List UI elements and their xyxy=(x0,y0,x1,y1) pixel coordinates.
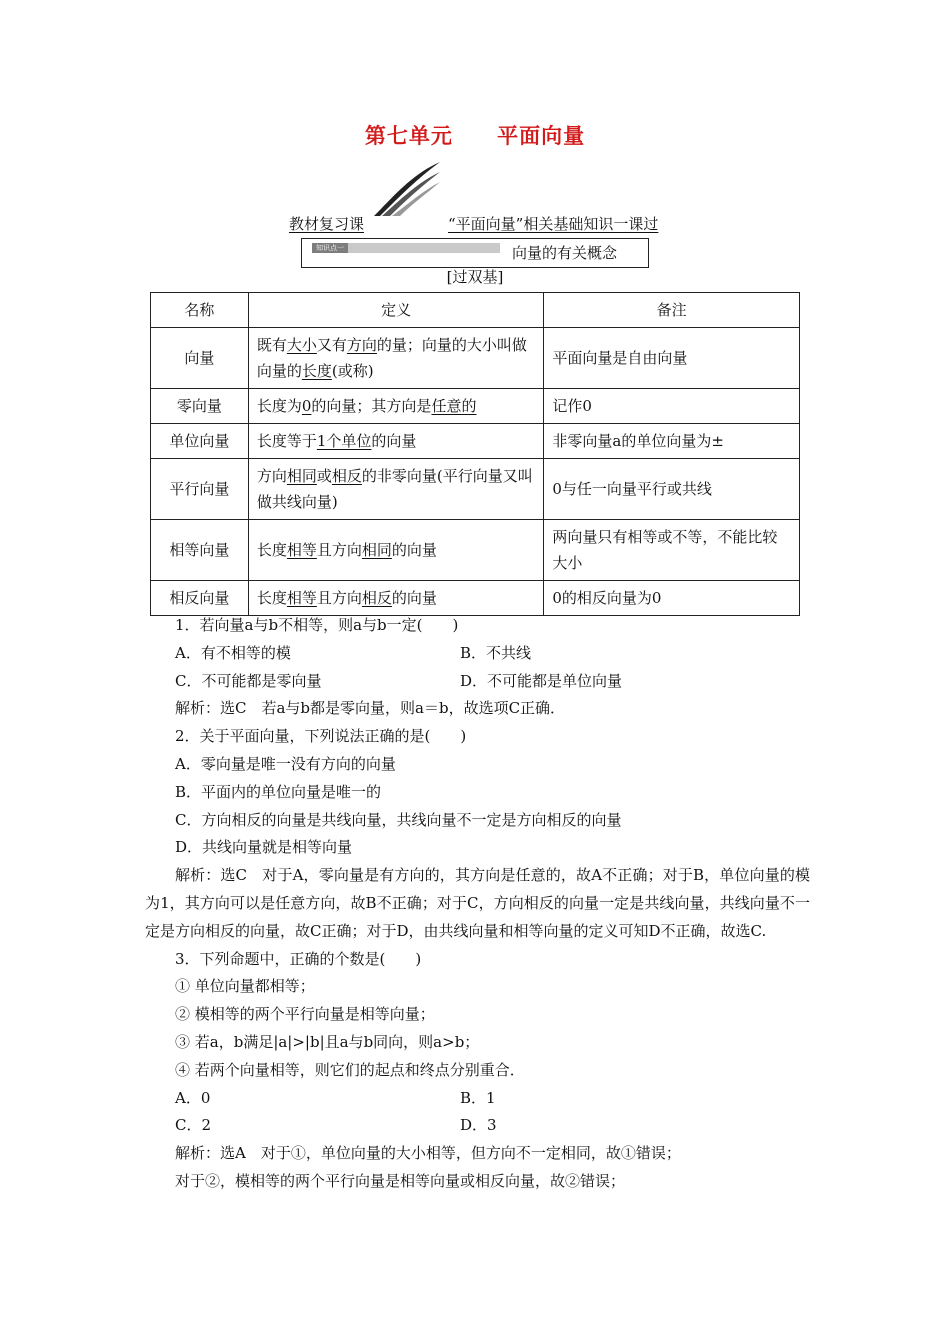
header-definition: 定义 xyxy=(248,293,544,328)
row-name: 相反向量 xyxy=(151,581,249,616)
header-note: 备注 xyxy=(544,293,800,328)
question-1-answer: 解析：选C 若a与b都是零向量，则a＝b，故选项C正确． xyxy=(175,699,566,718)
unit-topic: 平面向量 xyxy=(497,123,586,148)
question-3-options-cd: C．2 D．3 xyxy=(175,1116,497,1135)
question-2-option-a: A．零向量是唯一没有方向的向量 xyxy=(175,754,396,773)
question-2-option-b: B．平面内的单位向量是唯一的 xyxy=(175,782,382,801)
row-name: 向量 xyxy=(151,328,249,389)
tag-bar xyxy=(348,243,500,253)
question-3-stem: 3．下列命题中，正确的个数是( ) xyxy=(175,949,422,968)
table-row xyxy=(151,581,800,616)
concept-table xyxy=(150,292,800,616)
question-2-stem: 2．关于平面向量，下列说法正确的是( ) xyxy=(175,727,467,746)
question-3-answer-2: 对于②，模相等的两个平行向量是相等向量或相反向量，故②错误； xyxy=(175,1171,626,1190)
knowledge-point-tag: 知识点一 xyxy=(312,243,348,253)
section-label: [过双基] xyxy=(446,268,504,286)
question-3-item-4: ④ 若两个向量相等，则它们的起点和终点分别重合． xyxy=(175,1060,525,1079)
unit-label: 第七单元 xyxy=(364,123,453,148)
exercise-section xyxy=(145,612,810,1196)
row-note: 0与任一向量平行或共线 xyxy=(544,459,800,520)
question-1-stem: 1．若向量a与b不相等，则a与b一定( ) xyxy=(175,616,459,634)
knowledge-point-box xyxy=(301,238,649,268)
row-note: 非零向量a的单位向量为± xyxy=(544,424,800,459)
row-definition: 长度等于1个单位的向量 xyxy=(248,424,544,459)
page-title xyxy=(0,120,950,150)
question-3-item-3: ③ 若a，b满足|a|>|b|且a与b同向，则a>b； xyxy=(175,1032,480,1051)
row-name: 零向量 xyxy=(151,389,249,424)
question-3-item-1: ① 单位向量都相等； xyxy=(175,977,315,996)
row-name: 单位向量 xyxy=(151,424,249,459)
question-2-option-c: C．方向相反的向量是共线向量，共线向量不一定是方向相反的向量 xyxy=(175,810,622,829)
row-name: 平行向量 xyxy=(151,459,249,520)
row-definition: 长度相等且方向相反的向量 xyxy=(248,581,544,616)
row-note: 记作0 xyxy=(544,389,800,424)
question-2-answer: 解析：选C 对于A，零向量是有方向的，其方向是任意的，故A不正确；对于B，单位向量的模为1，其方向可以是任意方向，故B不正确；对于C，方向相反的向量一定是共线向量，共线向量不一定是方向相反的向量，故C正确；对于D，由共线向量和相等向量的定义可知D不正确，故选C. xyxy=(145,866,810,940)
table-row xyxy=(151,520,800,581)
question-1-options-ab: A．有不相等的模 B．不共线 xyxy=(175,643,532,662)
question-2-option-d: D．共线向量就是相等向量 xyxy=(175,838,353,857)
brush-stroke-icon xyxy=(372,160,442,218)
row-note: 两向量只有相等或不等，不能比较大小 xyxy=(544,520,800,581)
lesson-subtitle: “平面向量”相关基础知识一课过 xyxy=(448,215,659,233)
row-definition: 长度为0的向量；其方向是任意的 xyxy=(248,389,544,424)
question-3-options-ab: A．0 B．1 xyxy=(175,1088,496,1107)
question-3-item-2: ② 模相等的两个平行向量是相等向量； xyxy=(175,1005,435,1024)
row-name: 相等向量 xyxy=(151,520,249,581)
knowledge-point-label: 向量的有关概念 xyxy=(512,244,618,262)
question-1-options-cd: C．不可能都是零向量 D．不可能都是单位向量 xyxy=(175,671,623,690)
row-definition: 长度相等且方向相同的向量 xyxy=(248,520,544,581)
lesson-type: 教材复习课 xyxy=(289,215,365,233)
table-row xyxy=(151,389,800,424)
table-row xyxy=(151,424,800,459)
row-definition: 方向相同或相反的非零向量(平行向量又叫做共线向量) xyxy=(248,459,544,520)
row-note: 0的相反向量为0 xyxy=(544,581,800,616)
question-3-answer-1: 解析：选A 对于①，单位向量的大小相等，但方向不一定相同，故①错误； xyxy=(175,1144,681,1163)
header-name: 名称 xyxy=(151,293,249,328)
table-header-row xyxy=(151,293,800,328)
row-note: 平面向量是自由向量 xyxy=(544,328,800,389)
table-row xyxy=(151,459,800,520)
row-definition: 既有大小又有方向的量；向量的大小叫做向量的长度(或称) xyxy=(248,328,544,389)
table-row xyxy=(151,328,800,389)
